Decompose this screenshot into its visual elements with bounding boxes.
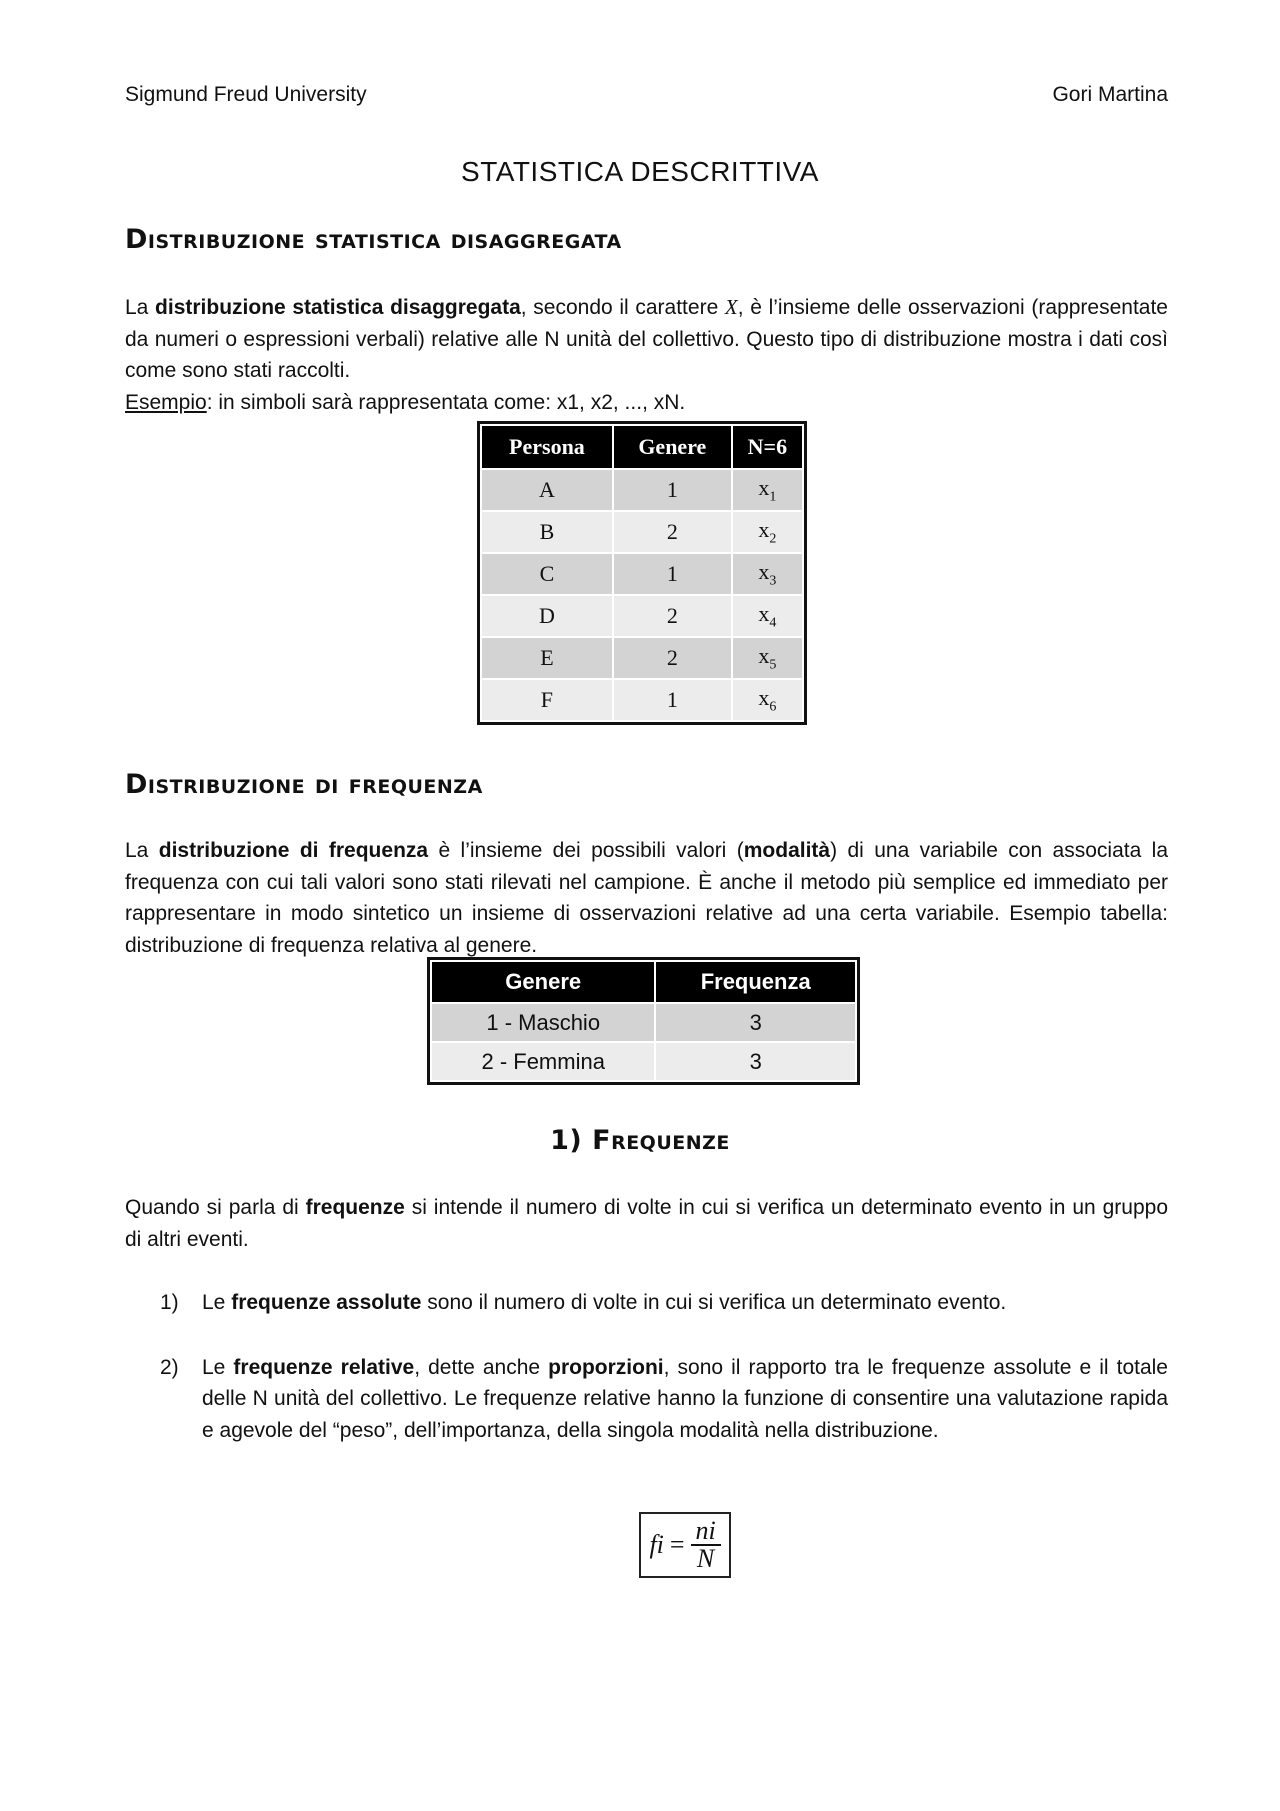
cell: 3	[656, 1043, 855, 1080]
column-header: N=6	[733, 426, 802, 468]
bold-term: distribuzione di frequenza	[158, 839, 429, 862]
cell: A	[482, 470, 612, 510]
denominator: N	[696, 1544, 715, 1573]
cell: 2	[614, 512, 731, 552]
numerator: ni	[695, 1516, 716, 1545]
cell: 2	[614, 596, 731, 636]
cell: 1	[614, 554, 731, 594]
text: ) di una variabile con associata la frequenza con cui tali valori sono stati rilevati nel campione. È anche il metodo più semplice ed immediato per rappresentare in modo sintetico un insieme di osservazioni relative ad una certa variabile. Esempio tabella: distribuzione di frequenza relativa al genere.	[125, 839, 1168, 957]
cell: $x_5$	[733, 638, 802, 678]
example-text: : in simboli sarà rappresentata come: x1, x2, ..., xN.	[206, 390, 686, 414]
list-item: 1) Le frequenze assolute sono il numero di volte in cui si verifica un determinato evento.	[160, 1287, 1168, 1319]
table-disaggregata	[477, 421, 807, 725]
column-header: Genere	[432, 962, 654, 1002]
text: si intende il numero di volte in cui si verifica un determinato evento in un gruppo di altri eventi.	[125, 1196, 1169, 1251]
text: è l’insieme dei possibili valori (	[428, 839, 744, 862]
list-item: 2) Le frequenze relative, dette anche proporzioni, sono il rapporto tra le frequenze assolute e il totale delle N unità del collettivo. Le frequenze relative hanno la funzione di consentire una valutazione rapida e agevole del “peso”, dell’importanza, della singola modalità nella distribuzione.	[160, 1352, 1168, 1447]
page-title: STATISTICA DESCRITTIVA	[461, 156, 819, 187]
cell: $x_2$	[733, 512, 802, 552]
cell: F	[482, 680, 612, 720]
table-row	[482, 680, 802, 720]
cell: 3	[656, 1004, 855, 1041]
cell: C	[482, 554, 612, 594]
cell: $x_4$	[733, 596, 802, 636]
section-heading-disaggregata: Distribuzione statistica disaggregata	[125, 224, 622, 255]
table-row	[482, 638, 802, 678]
cell: 2	[614, 638, 731, 678]
section-heading-frequenza: Distribuzione di frequenza	[125, 769, 483, 800]
column-header: Genere	[614, 426, 731, 468]
header-university: Sigmund Freud University	[125, 83, 367, 106]
cell: 1	[614, 470, 731, 510]
cell: D	[482, 596, 612, 636]
cell: E	[482, 638, 612, 678]
example-label: Esempio	[125, 390, 207, 414]
cell: $x_3$	[733, 554, 802, 594]
formula-lhs: fi	[649, 1530, 664, 1559]
list-number: 2)	[160, 1355, 179, 1379]
section-heading-frequenze: 1) Frequenze	[550, 1125, 730, 1156]
bold-term: distribuzione statistica disaggregata	[155, 296, 521, 319]
text: , è l’insieme delle osservazioni (rappresentate da numeri o espressioni verbali) relative alle N unità del collettivo. Questo tipo di distribuzione mostra i dati così come sono stati raccolti.	[125, 296, 1168, 382]
cell: $x_1$	[733, 470, 802, 510]
column-header: Frequenza	[656, 962, 855, 1002]
table-row	[482, 596, 802, 636]
header-author: Gori Martina	[1052, 83, 1168, 106]
bold-term: frequenze assolute	[231, 1291, 422, 1314]
cell: 1	[614, 680, 731, 720]
text: Quando si parla di	[125, 1196, 306, 1219]
paragraph-frequenza	[125, 835, 1168, 961]
column-header: Persona	[482, 426, 612, 468]
table-frequenza	[427, 957, 860, 1085]
cell: 1 - Maschio	[432, 1004, 654, 1041]
formula-equals: =	[669, 1530, 685, 1559]
text: La	[125, 296, 156, 319]
cell: B	[482, 512, 612, 552]
bold-term: frequenze	[305, 1196, 405, 1219]
bold-term: modalità	[743, 839, 831, 862]
cell: 2 - Femmina	[432, 1043, 654, 1080]
table-row	[482, 470, 802, 510]
numbered-list	[160, 1287, 1168, 1479]
text: La	[125, 839, 159, 862]
formula-relative-frequency	[639, 1512, 731, 1578]
table-row	[482, 554, 802, 594]
bold-term: proporzioni	[548, 1355, 664, 1379]
cell: $x_6$	[733, 680, 802, 720]
text: , secondo il carattere	[520, 296, 725, 319]
table-row	[432, 1004, 855, 1041]
paragraph-disaggregata	[125, 292, 1168, 418]
bold-term: frequenze relative	[233, 1355, 415, 1379]
variable-symbol: X	[724, 295, 738, 319]
table-row	[432, 1043, 855, 1080]
list-number: 1)	[160, 1291, 179, 1314]
table-row	[482, 512, 802, 552]
paragraph-frequenze	[125, 1192, 1168, 1255]
fraction	[691, 1518, 721, 1572]
